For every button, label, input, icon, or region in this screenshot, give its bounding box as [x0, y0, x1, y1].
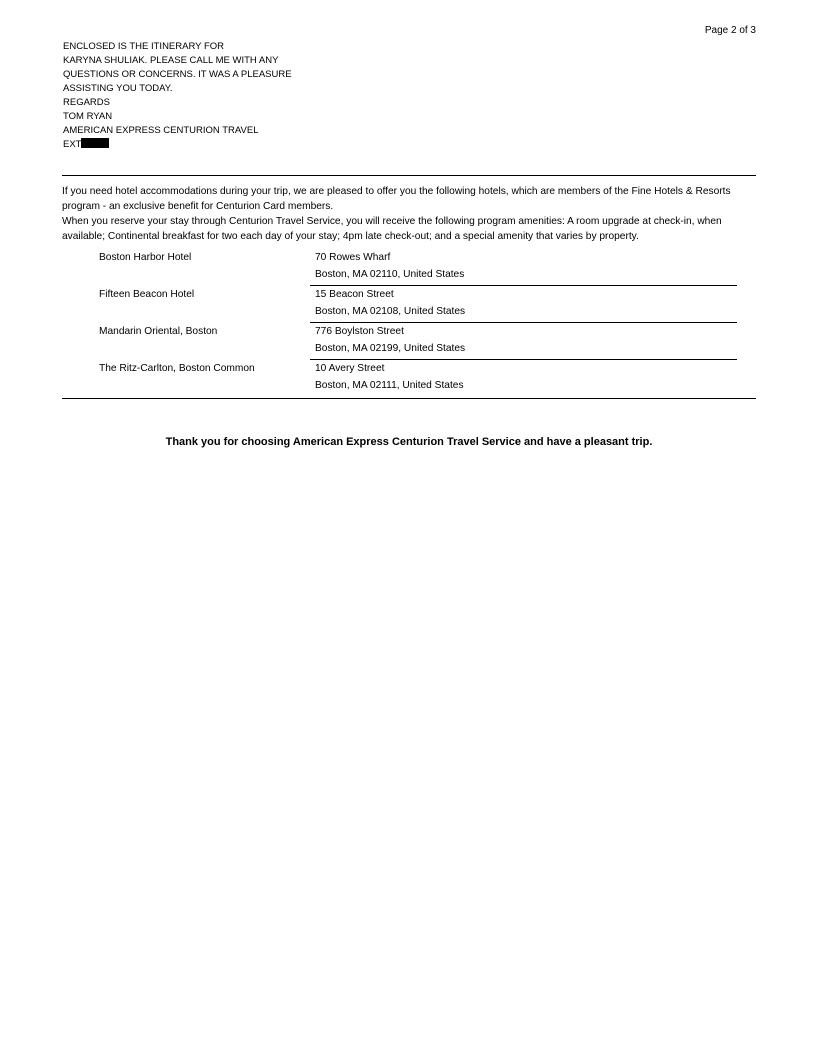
intro-paragraph: If you need hotel accommodations during your trip, we are pleased to offer you the following hotels, which are members of the Fine Hotels & Resorts program - an exclusive benefit for Centurion Card members.: [62, 186, 731, 212]
intro-paragraph: When you reserve your stay through Centurion Travel Service, you will receive the following program amenities: A room upgrade at check-in, when available; Continental breakfast for two each day of your stay; 4pm late check-out; and a special amenity that varies by property.: [62, 216, 722, 242]
notes-ext-line: [63, 138, 292, 152]
hotel-address-line1: 15 Beacon Street: [315, 289, 394, 300]
notes-line: TOM RYAN: [63, 111, 113, 122]
hotel-address-line2: Boston, MA 02111, United States: [315, 380, 464, 391]
hotel-address-line1: 10 Avery Street: [315, 363, 385, 374]
notes-line: ASSISTING YOU TODAY.: [63, 83, 173, 94]
hotel-name: Mandarin Oriental, Boston: [99, 326, 218, 337]
hotel-address-line1: 776 Boylston Street: [315, 326, 404, 337]
notes-line: KARYNA SHULIAK. PLEASE CALL ME WITH ANY: [63, 55, 279, 66]
ext-label: EXT: [63, 139, 82, 150]
hotel-address-line2: Boston, MA 02110, United States: [315, 269, 465, 280]
hotel-row: [62, 360, 756, 397]
section-divider: [62, 175, 756, 176]
hotel-name: Fifteen Beacon Hotel: [99, 289, 195, 300]
hotel-address-line2: Boston, MA 02108, United States: [315, 306, 466, 317]
redaction-bar: [81, 138, 109, 148]
hotel-name: Boston Harbor Hotel: [99, 252, 192, 263]
thank-you-message: Thank you for choosing American Express Centurion Travel Service and have a pleasant trip.: [165, 436, 653, 448]
hotel-address-line2: Boston, MA 02199, United States: [315, 343, 466, 354]
agent-notes: [63, 40, 292, 152]
hotel-intro: [62, 184, 756, 244]
hotel-address-line1: 70 Rowes Wharf: [315, 252, 391, 263]
hotel-row: [62, 323, 756, 360]
notes-line: ENCLOSED IS THE ITINERARY FOR: [63, 41, 225, 52]
hotel-row: [62, 249, 756, 286]
page-number: Page 2 of 3: [704, 25, 756, 36]
hotel-name: The Ritz-Carlton, Boston Common: [99, 363, 255, 374]
hotel-list: [62, 249, 756, 397]
hotel-row: [62, 286, 756, 323]
section-divider: [62, 398, 756, 399]
notes-line: AMERICAN EXPRESS CENTURION TRAVEL: [63, 125, 259, 136]
notes-line: REGARDS: [63, 97, 110, 108]
notes-line: QUESTIONS OR CONCERNS. IT WAS A PLEASURE: [63, 69, 292, 80]
